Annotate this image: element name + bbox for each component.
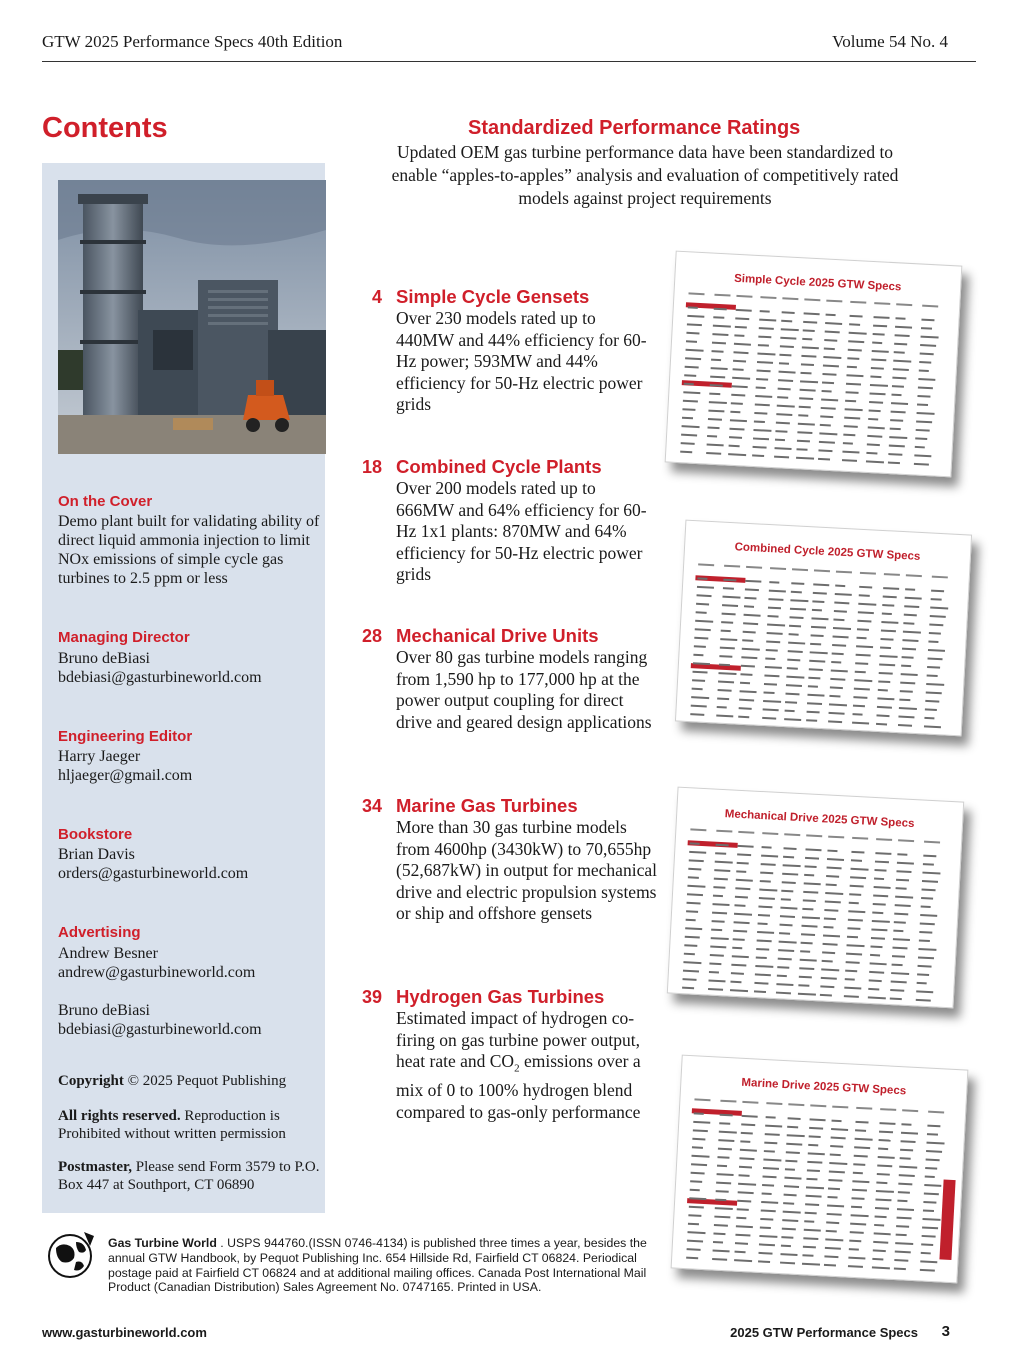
running-header-right: Volume 54 No. 4: [832, 32, 948, 51]
advertising-name-1: Andrew Besner: [58, 945, 158, 962]
advertising-heading: Advertising: [58, 924, 141, 941]
advertising-email-2[interactable]: bdebiasi@gasturbineworld.com: [58, 1021, 262, 1038]
bookstore-heading: Bookstore: [58, 826, 133, 843]
section-title[interactable]: Marine Gas Turbines: [396, 795, 578, 816]
section-title[interactable]: Combined Cycle Plants: [396, 456, 602, 477]
section-title[interactable]: Mechanical Drive Units: [396, 625, 599, 646]
ratings-title: Standardized Performance Ratings: [468, 117, 801, 139]
thumbnail-table: [668, 788, 963, 1008]
contents-title: Contents: [42, 112, 168, 144]
bookstore-name: Brian Davis: [58, 846, 135, 863]
mechanical-drive-specs-thumbnail: [667, 787, 964, 1009]
running-header-left: GTW 2025 Performance Specs 40th Edition: [42, 32, 343, 51]
footer-publication-name: 2025 GTW Performance Specs: [730, 1325, 918, 1340]
advertising-email-1[interactable]: andrew@gasturbineworld.com: [58, 964, 256, 981]
advertising-name-2: Bruno deBiasi: [58, 1002, 150, 1019]
section-page-number: 39: [361, 987, 382, 1007]
thumbnail-title: Marine Drive 2025 GTW Specs: [741, 1076, 907, 1098]
section-title[interactable]: Simple Cycle Gensets: [396, 286, 590, 307]
thumbnail-title: Mechanical Drive 2025 GTW Specs: [724, 808, 915, 831]
section-page-number: 28: [361, 626, 382, 646]
rights-notice: All rights reserved. Reproduction is Prohibited without written permission: [58, 1108, 286, 1142]
section-description: Over 80 gas turbine models ranging from 1,590 hp to 177,000 hp at the power output coupling for direct drive and geared design applications: [396, 647, 652, 732]
section-page-number: 34: [361, 796, 382, 816]
cover-photo: [58, 180, 326, 454]
copyright-notice: Copyright © 2025 Pequot Publishing: [58, 1073, 287, 1089]
thumbnail-table: [666, 252, 962, 477]
footer-website[interactable]: www.gasturbineworld.com: [42, 1325, 207, 1340]
thumbnail-title: Simple Cycle 2025 GTW Specs: [733, 272, 902, 294]
cover-caption: Demo plant built for validating ability of direct liquid ammonia injection to limit NOx emissions of simple cycle gas turbines to 2.5 ppm or less: [58, 513, 320, 587]
ratings-intro: Updated OEM gas turbine performance data have been standardized to enable “apples-to-apples” analysis and evaluation of competitively rated models against project requirements: [391, 142, 899, 208]
header-rule: [42, 61, 976, 62]
publication-statement: Gas Turbine World . USPS 944760.(ISSN 0746-4134) is published three times a year, besides the annual GTW Handbook, by Pequot Publishing Inc. 654 Hillside Rd, Fairfield CT 06824. Periodical postage paid at Fairfield CT 06824 and at additional mailing offices. Canada Post International Mail Product (Canadian Distribution) Sales Agreement No. 0747165. Printed in USA.: [108, 1236, 647, 1295]
globe-logo-icon: [46, 1228, 98, 1280]
bookstore-email[interactable]: orders@gasturbineworld.com: [58, 865, 249, 882]
engineering-editor-email[interactable]: hljaeger@gmail.com: [58, 767, 193, 784]
section-page-number: 4: [371, 287, 382, 307]
section-title[interactable]: Hydrogen Gas Turbines: [396, 986, 605, 1007]
thumbnail-table: [672, 1056, 968, 1283]
section-description: Over 200 models rated up to 666MW and 64% efficiency for 60-Hz 1x1 plants: 870MW and 64% efficiency for 50-Hz electric power grids: [396, 478, 647, 584]
managing-director-heading: Managing Director: [58, 629, 190, 646]
section-description: Over 230 models rated up to 440MW and 44% efficiency for 60-Hz power; 593MW and 44% efficiency for 50-Hz electric power grids: [396, 308, 647, 414]
managing-director-email[interactable]: bdebiasi@gasturbineworld.com: [58, 669, 262, 686]
simple-cycle-specs-thumbnail: [665, 251, 963, 478]
engineering-editor-heading: Engineering Editor: [58, 728, 193, 745]
managing-director-name: Bruno deBiasi: [58, 650, 150, 667]
marine-drive-specs-thumbnail: [671, 1055, 969, 1284]
combined-cycle-specs-thumbnail: [675, 520, 972, 737]
section-description: More than 30 gas turbine models from 4600hp (3430kW) to 70,655hp (52,687kW) in output for mechanical drive and electric propulsion systems or ship and offshore gensets: [396, 817, 657, 923]
engineering-editor-name: Harry Jaeger: [58, 748, 141, 765]
cover-heading: On the Cover: [58, 493, 153, 510]
section-page-number: 18: [361, 457, 382, 477]
thumbnail-title: Combined Cycle 2025 GTW Specs: [734, 541, 921, 563]
page-number: 3: [941, 1323, 950, 1340]
postmaster-notice: Postmaster, Please send Form 3579 to P.O. Box 447 at Southport, CT 06890: [58, 1159, 320, 1193]
thumbnail-table: [676, 521, 971, 736]
section-description: Estimated impact of hydrogen co-firing on gas turbine power output, heat rate and $CO_2$ emissions over a mix of 0 to 100% hydrogen blend compared to gas-only performance: [396, 1008, 641, 1122]
